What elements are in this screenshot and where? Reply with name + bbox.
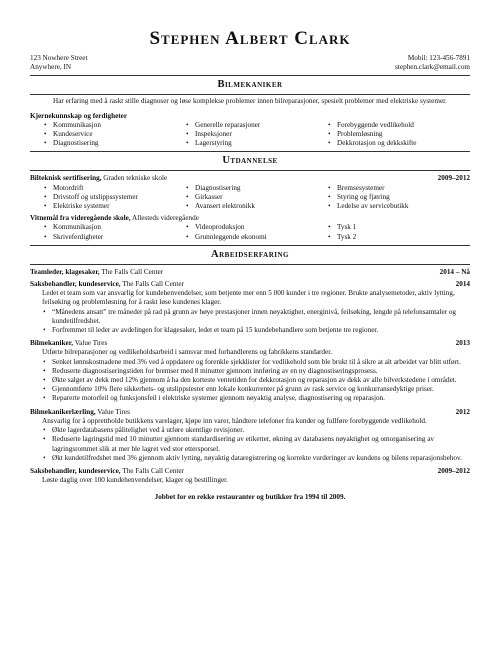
education-degree: Vitnemål fra videregående skole, Allesteds videregående: [30, 214, 199, 223]
address: [30, 54, 87, 72]
phone: Mobil: 123-456-7891: [407, 54, 470, 62]
street: 123 Nowhere Street: [30, 54, 88, 62]
job-position: Teamleder, klagesaker, The Falls Call Center: [30, 267, 164, 276]
job-date: 2013: [455, 339, 470, 348]
experience-section: [30, 268, 470, 485]
job-company: The Falls Call Center: [120, 466, 184, 475]
job-bullet: • “Månedens ansatt” tre måneder på rad på grunn av høye prestasjoner innen nøyaktighet, energinivå, feilsøking, lengde på telefonsamtaler og kundetilfredshet.: [30, 308, 470, 326]
course-item: • Motordrift: [44, 184, 186, 193]
summary: Har erfaring med å raskt stille diagnoser og løse komplekse problemer innen bilreparasjoner, spesielt problemer med elektriske systemer.: [53, 97, 447, 106]
skill-item: • Kundeservice: [44, 130, 186, 139]
job-position: Bilmekaniker, Value Tires: [30, 339, 108, 348]
course-item: • Kommunikasjon: [44, 223, 186, 232]
skill-item: • Generelle reparasjoner: [186, 121, 328, 130]
course-item: • Girkasser: [186, 193, 328, 202]
job-bullet: • Forfremmet til leder av avdelingen for klagesaker, ledet et team på 15 kundebehandlere som betjente tre regioner.: [30, 326, 470, 335]
job-date: 2012: [455, 407, 470, 416]
job-description: Løste daglig over 100 kundehenvendelser, klager og bestillinger.: [42, 476, 228, 485]
course-list: [30, 223, 470, 241]
job-bullet: • Økte lagerdatabasens pålitelighet ved å utføre ukentlige revisjoner.: [30, 426, 470, 435]
job-bullet: • Økte salget av dekk med 12% gjennom å ha den korteste ventetiden for dekkrotasjon og reparasjon av dekk av alle bilverkstedene i området.: [30, 376, 470, 385]
job-company: Value Tires: [95, 407, 130, 416]
job-position: Saksbehandler, kundeservice, The Falls Call Center: [30, 466, 184, 475]
education-title: Utdannelse: [222, 155, 278, 167]
course-item: • Diagnostisering: [186, 184, 328, 193]
job-bullet: • Reparerte motorfeil og funksjonsfeil i elektriske systemer gjennom nøyaktig analyse, diagnostisering og reparasjon.: [30, 394, 470, 403]
course-item: • Videoproduksjon: [186, 223, 328, 232]
skill-item: • Problemløsning: [328, 130, 470, 139]
job-description: Ansvarlig for å opprettholde butikkens varelager, kjøpe inn varer, håndtere telefoner fra kunder og fullføre forebyggende vedlikehold.: [42, 416, 427, 425]
course-item: • Tysk 1: [328, 223, 470, 232]
job-bullet: • Reduserte lagringstid med 10 minutter gjennom standardisering av etiketter, økning av databasens nøyaktighet og omorganisering av lagringsrommet slik at mer ble lagret ved stor ettersporsel.: [30, 435, 470, 453]
course-item: • Drivstoff og utslippssystemer: [44, 193, 186, 202]
divider: [30, 151, 470, 152]
resume-page: [30, 0, 470, 503]
course-item: • Elektriske systemer: [44, 202, 186, 211]
course-list: [30, 184, 470, 212]
job-date: 2014 – Nå: [439, 267, 470, 276]
divider: [30, 245, 470, 246]
job-header: [30, 339, 470, 348]
job-description: Utførte bilreparasjoner og vedlikeholdsarbeid i samsvar med forhandlerens og fabrikkens standarder.: [42, 348, 332, 357]
course-item: • Ledelse av servicebutikk: [328, 202, 470, 211]
skill-item: • Inspeksjoner: [186, 130, 328, 139]
education-entry-header: [30, 214, 470, 223]
divider: [30, 170, 470, 171]
divider: [30, 94, 470, 95]
job-title: Bilmekaniker: [217, 79, 283, 91]
footer-note: Jobbet for en rekke restauranter og butikker fra 1994 til 2009.: [154, 493, 346, 502]
contact-block: [30, 54, 470, 72]
course-item: • Tysk 2: [328, 233, 470, 242]
divider: [30, 264, 470, 265]
education-date: 2009–2012: [437, 174, 470, 183]
job-header: [30, 408, 470, 417]
job-company: The Falls Call Center: [120, 280, 184, 289]
experience-title: Arbeidserfaring: [211, 248, 289, 260]
job-bullet: • Senket lønnskostnadene med 3% ved å oppdatere og forenkle sjekklister for vedlikehold som ble brukt til å sikre at alt arbeidet var blitt utført.: [30, 358, 470, 367]
job-header: [30, 280, 470, 289]
skill-item: • Diagnostisering: [44, 139, 186, 148]
skill-item: • Dekkrotasjon og dekkskifte: [328, 139, 470, 148]
email-link[interactable]: stephen.clark@email.com: [395, 63, 470, 72]
course-item: • Grunnleggende økonomi: [186, 233, 328, 242]
skills-list: [30, 121, 470, 149]
resume-name: Stephen Albert Clark: [149, 28, 351, 49]
city: Anywhere, IN: [30, 63, 72, 72]
course-item: • Bremsesystemer: [328, 184, 470, 193]
job-description: Ledet et team som var ansvarlig for kundehenvendelser, som betjente mer enn 5 000 kunder i tre regioner. Brukte analysemetoder, aktiv lytting, feilsøking og problemløsning for å raskt løse kundenes klager.: [42, 289, 455, 307]
education-degree: Bilteknisk sertifisering, Graden tekniske skole: [30, 174, 168, 183]
job-bullet: • Gjennomførte 10% flere sikkerhets- og utslippstester enn lokale konkurrenter på grunn av rask service og konkurransedyktige priser.: [30, 385, 470, 394]
skill-item: • Kommunikasjon: [44, 121, 186, 130]
job-company: The Falls Call Center: [99, 267, 164, 276]
skill-item: • Lagerstyring: [186, 139, 328, 148]
course-item: • Styring og fjæring: [328, 193, 470, 202]
job-header: [30, 467, 470, 476]
job-date: 2014: [455, 280, 470, 289]
job-position: Bilmekanikerlærling, Value Tires: [30, 407, 130, 416]
job-position: Saksbehandler, kundeservice, The Falls Call Center: [30, 280, 184, 289]
contact-info: [395, 54, 470, 72]
education-school: Allesteds videregående: [130, 214, 199, 223]
job-bullet: • Økt kundetilfredshet med 3% gjennom aktiv lytting, nøyaktig dataregistrering og korrekte vurderinger av kundens og bilens reparasjonsbehov.: [30, 454, 470, 463]
job-bullet: • Reduserte diagnostiseringstiden for bremser med 8 minutter gjennom innføring av en ny diagnostiseringsprosess.: [30, 367, 470, 376]
education-entry-header: [30, 174, 470, 183]
job-date: 2009–2012: [437, 466, 470, 475]
job-company: Value Tires: [73, 339, 108, 348]
job-header: [30, 268, 470, 277]
education-school: Graden tekniske skole: [101, 174, 168, 183]
course-item: • Skriveferdigheter: [44, 233, 186, 242]
divider: [30, 75, 470, 76]
course-item: • Avansert elektronikk: [186, 202, 328, 211]
education-section: [30, 174, 470, 241]
skills-heading: Kjernekunnskap og ferdigheter: [30, 111, 128, 120]
skill-item: • Forebyggende vedlikehold: [328, 121, 470, 130]
